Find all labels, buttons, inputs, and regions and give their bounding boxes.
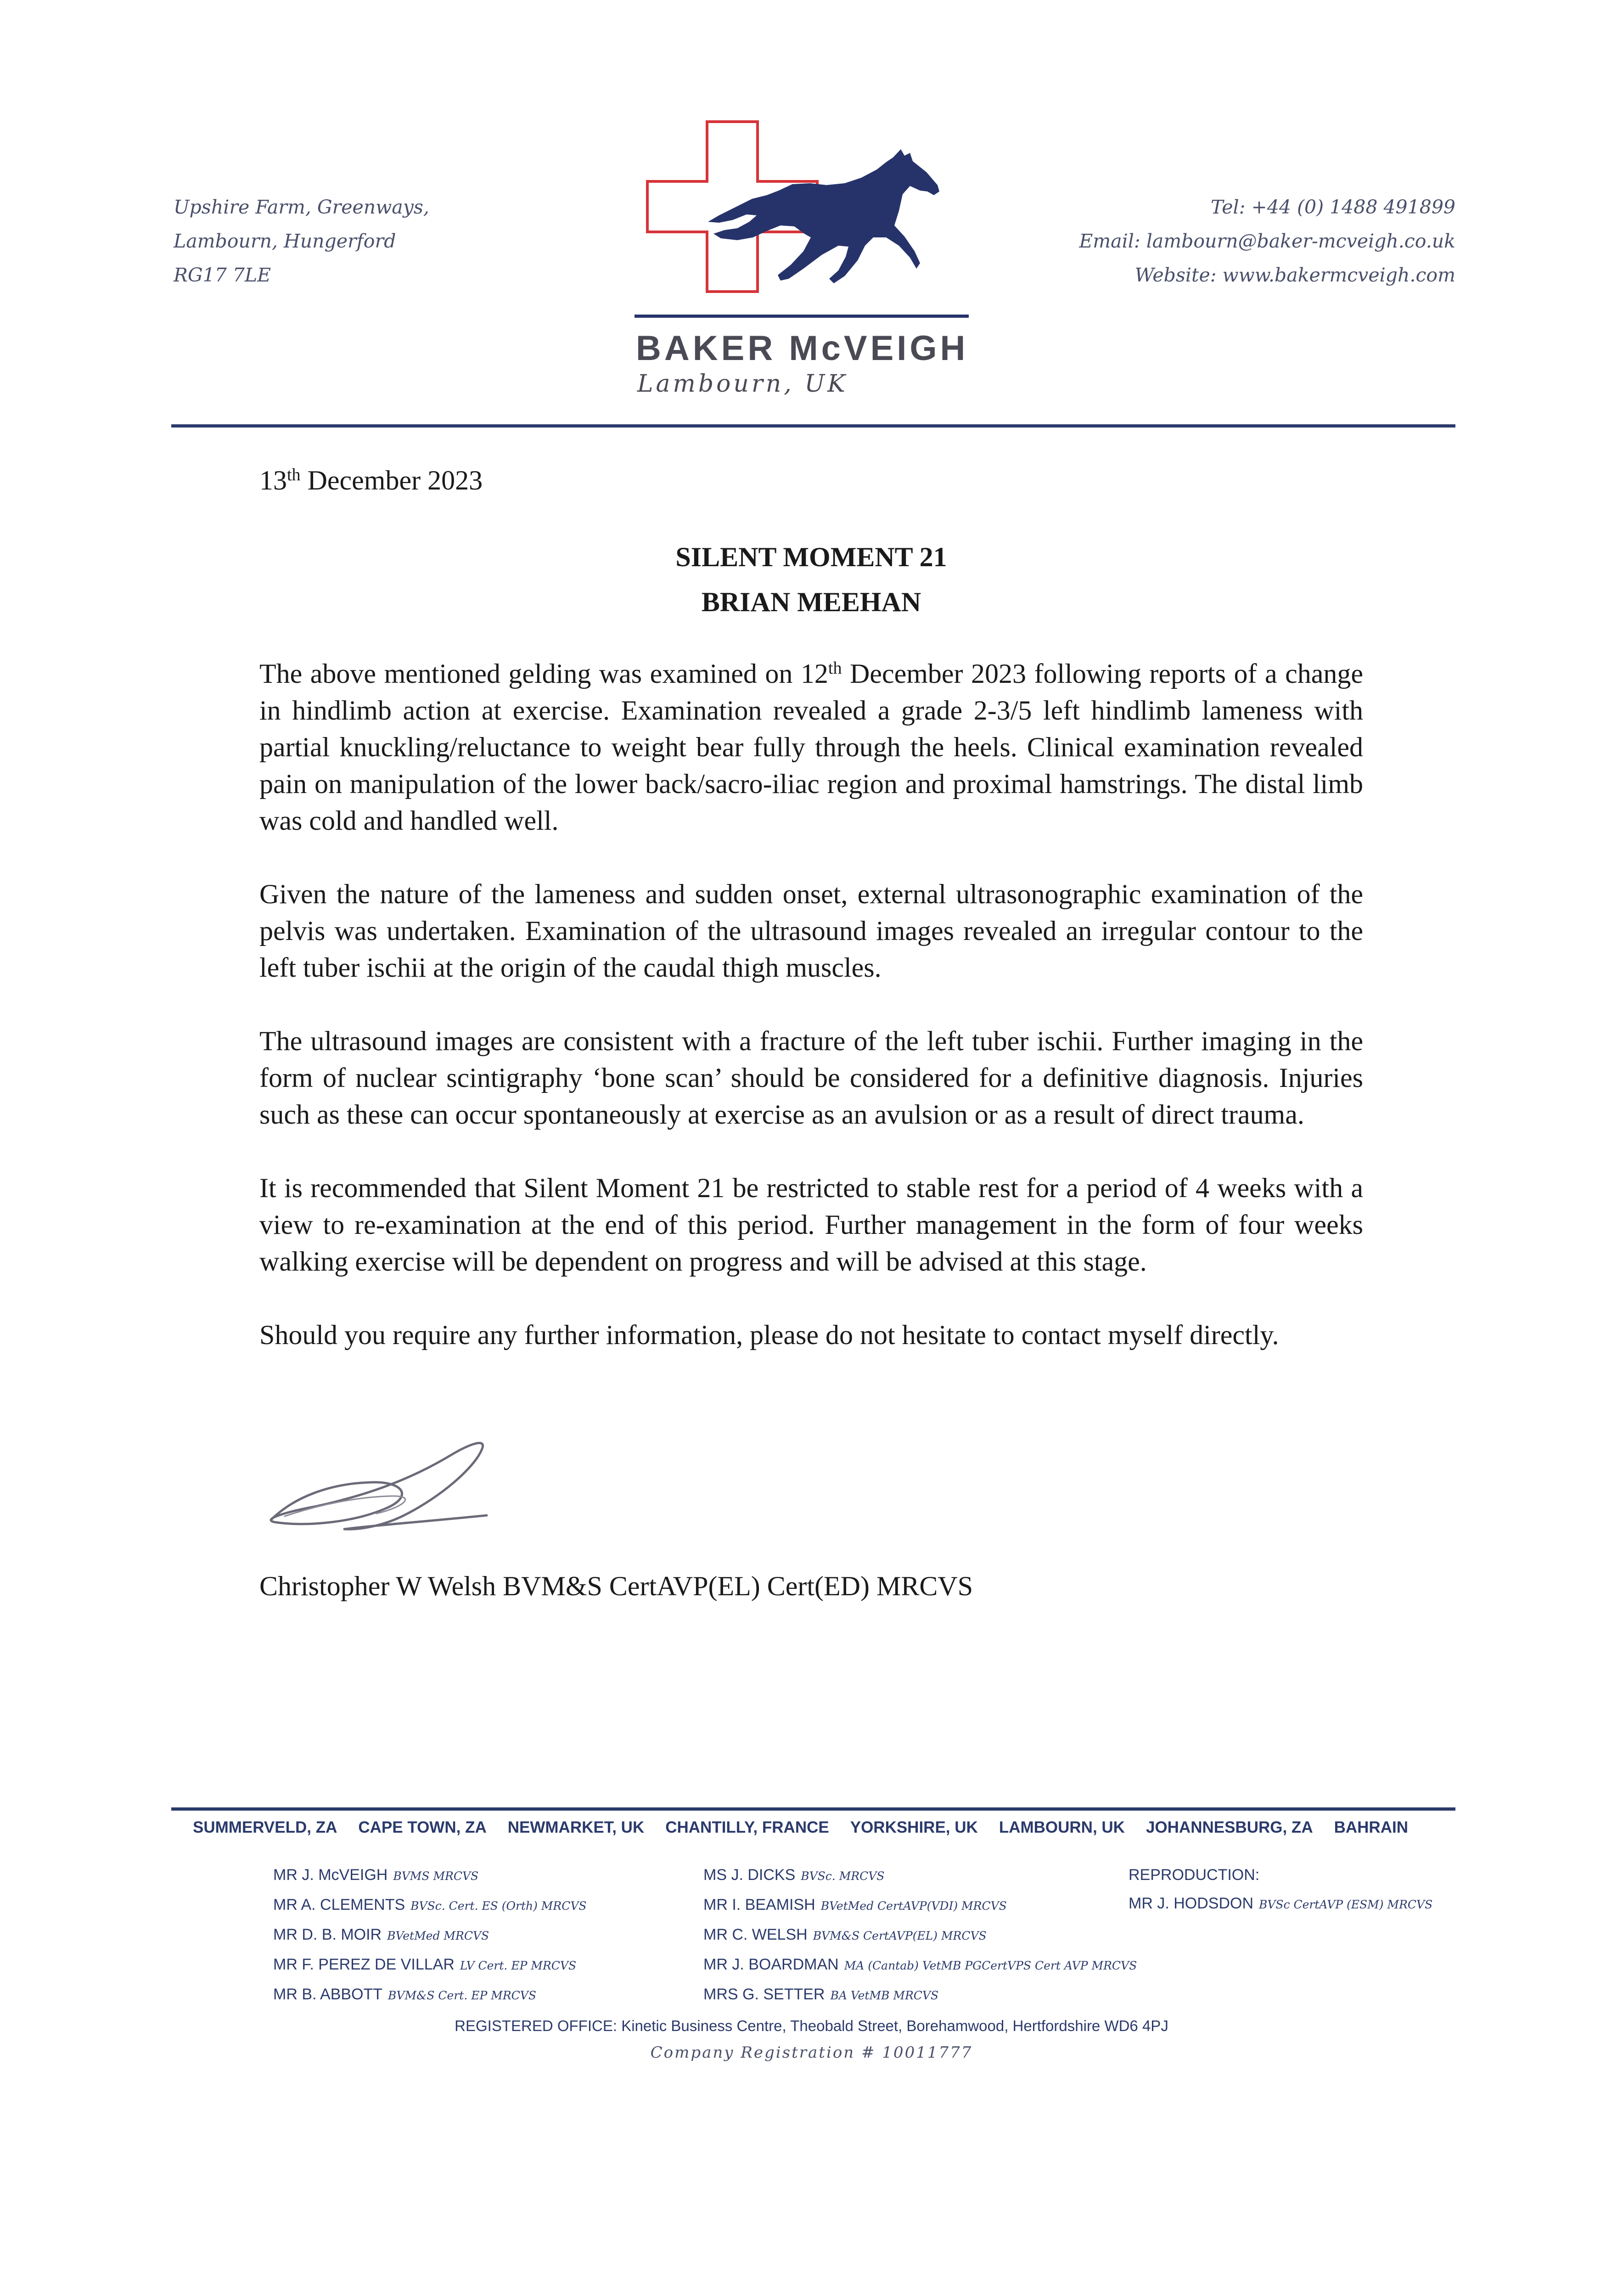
office-location: SUMMERVELD, ZA <box>193 1818 337 1836</box>
brand-location: Lambourn, UK <box>637 370 848 398</box>
staff-qualifications: BVSc. MRCVS <box>801 1869 885 1883</box>
telephone: Tel: +44 (0) 1488 491899 <box>1211 196 1455 218</box>
office-location: CAPE TOWN, ZA <box>358 1818 487 1836</box>
staff-name: MR D. B. MOIR <box>273 1926 382 1943</box>
date-month-year: December 2023 <box>300 465 483 495</box>
staff-column-1 <box>273 1861 587 2010</box>
staff-entry <box>273 1980 587 2010</box>
date-day: 13 <box>259 465 287 495</box>
staff-qualifications: BVM&S CertAVP(EL) MRCVS <box>813 1929 987 1942</box>
staff-name: MRS G. SETTER <box>703 1986 825 2003</box>
paragraph-1-start: The above mentioned gelding was examined on 12 <box>259 658 828 689</box>
staff-name: MR F. PEREZ DE VILLAR <box>273 1956 455 1973</box>
staff-name: MR A. CLEMENTS <box>273 1896 405 1913</box>
paragraph-1-end: December 2023 following reports of a change in hindlimb action at exercise. Examination revealed a grade 2-3/5 left hindlimb lameness with partial knuckling/reluctance to weight bear fully through the heels. Clinical examination revealed pain on manipulation of the lower back/sacro-iliac region and proximal hamstrings. The distal limb was cold and handled well. <box>259 658 1363 836</box>
staff-entry <box>703 1950 1137 1980</box>
paragraph-1-suffix: th <box>828 658 842 678</box>
letter-body <box>259 655 1363 1390</box>
staff-qualifications: BVetMed MRCVS <box>387 1929 489 1942</box>
date-suffix: th <box>287 465 301 484</box>
office-location: BAHRAIN <box>1334 1818 1408 1836</box>
staff-column-3 <box>1129 1861 1432 1919</box>
staff-name: MR C. WELSH <box>703 1926 808 1943</box>
address-line-2: Lambourn, Hungerford <box>174 230 396 252</box>
trainer-name: BRIAN MEEHAN <box>701 587 921 617</box>
staff-entry <box>1129 1889 1432 1919</box>
practice-address <box>174 190 429 292</box>
website-link[interactable]: Website: www.bakermcveigh.com <box>1134 264 1455 286</box>
staff-qualifications: BVMS MRCVS <box>393 1869 479 1883</box>
staff-qualifications: BA VetMB MRCVS <box>830 1989 939 2002</box>
staff-entry <box>273 1920 587 1950</box>
staff-column-2 <box>703 1861 1137 2010</box>
staff-name: MR B. ABBOTT <box>273 1986 383 2003</box>
staff-entry <box>703 1980 1137 2010</box>
letter-date <box>259 465 1363 496</box>
staff-entry <box>273 1950 587 1980</box>
paragraph-ultrasound: Given the nature of the lameness and sudden onset, external ultrasonographic examination of the pelvis was undertaken. Examination of the ultrasound images revealed an irregular contour to the left tuber ischii at the origin of the caudal thigh muscles. <box>259 879 1363 983</box>
letter-subject <box>259 535 1363 625</box>
reproduction-heading: REPRODUCTION: <box>1129 1866 1260 1884</box>
registered-office: REGISTERED OFFICE: Kinetic Business Centre, Theobald Street, Borehamwood, Hertfordshire WD6 4PJ <box>455 2017 1168 2034</box>
office-location: YORKSHIRE, UK <box>850 1818 978 1836</box>
paragraph-recommendation: It is recommended that Silent Moment 21 be restricted to stable rest for a period of 4 weeks with a view to re-examination at the end of this period. Further management in the form of four weeks walking exercise will be dependent on progress and will be advised at this stage. <box>259 1173 1363 1277</box>
contact-details <box>1079 190 1455 292</box>
paragraph-examination <box>259 655 1363 839</box>
footer-divider <box>171 1807 1455 1811</box>
paragraph-closing: Should you require any further information, please do not hesitate to contact myself directly. <box>259 1320 1279 1350</box>
staff-entry <box>703 1891 1137 1920</box>
office-location: LAMBOURN, UK <box>999 1818 1125 1836</box>
staff-qualifications: BVSc CertAVP (ESM) MRCVS <box>1259 1898 1433 1911</box>
brand-name: BAKER McVEIGH <box>636 329 969 368</box>
signature-image <box>266 1428 505 1548</box>
staff-entry <box>703 1920 1137 1950</box>
header-divider <box>171 424 1455 428</box>
staff-name: MR J. HODSDON <box>1129 1895 1253 1912</box>
staff-name: MR J. BOARDMAN <box>703 1956 839 1973</box>
office-locations <box>193 1818 1432 1837</box>
address-line-1: Upshire Farm, Greenways, <box>174 196 429 218</box>
staff-name: MR I. BEAMISH <box>703 1896 815 1913</box>
staff-name: MR J. McVEIGH <box>273 1866 388 1884</box>
staff-qualifications: MA (Cantab) VetMB PGCertVPS Cert AVP MRCVS <box>844 1959 1137 1972</box>
company-registration: Company Registration # 10011777 <box>650 2043 973 2062</box>
address-line-3: RG17 7LE <box>174 264 271 286</box>
office-location: CHANTILLY, FRANCE <box>665 1818 829 1836</box>
email-link[interactable]: Email: lambourn@baker-mcveigh.co.uk <box>1079 230 1455 252</box>
signatory-name: Christopher W Welsh BVM&S CertAVP(EL) Cert(ED) MRCVS <box>259 1571 973 1601</box>
staff-entry <box>703 1861 1137 1891</box>
office-location: JOHANNESBURG, ZA <box>1146 1818 1313 1836</box>
staff-qualifications: BVetMed CertAVP(VDI) MRCVS <box>820 1899 1007 1913</box>
staff-qualifications: BVM&S Cert. EP MRCVS <box>388 1989 536 2002</box>
staff-entry <box>273 1891 587 1920</box>
office-location: NEWMARKET, UK <box>507 1818 645 1836</box>
staff-qualifications: LV Cert. EP MRCVS <box>460 1959 577 1972</box>
horse-name: SILENT MOMENT 21 <box>675 542 947 572</box>
staff-qualifications: BVSc. Cert. ES (Orth) MRCVS <box>410 1899 587 1913</box>
paragraph-diagnosis: The ultrasound images are consistent with a fracture of the left tuber ischii. Further imaging in the form of nuclear scintigraphy ‘bone scan’ should be considered for a definitive diagnosis. Injuries such as these can occur spontaneously at exercise as an avulsion or as a result of direct trauma. <box>259 1026 1363 1130</box>
staff-name: MS J. DICKS <box>703 1866 796 1884</box>
staff-entry <box>273 1861 587 1891</box>
